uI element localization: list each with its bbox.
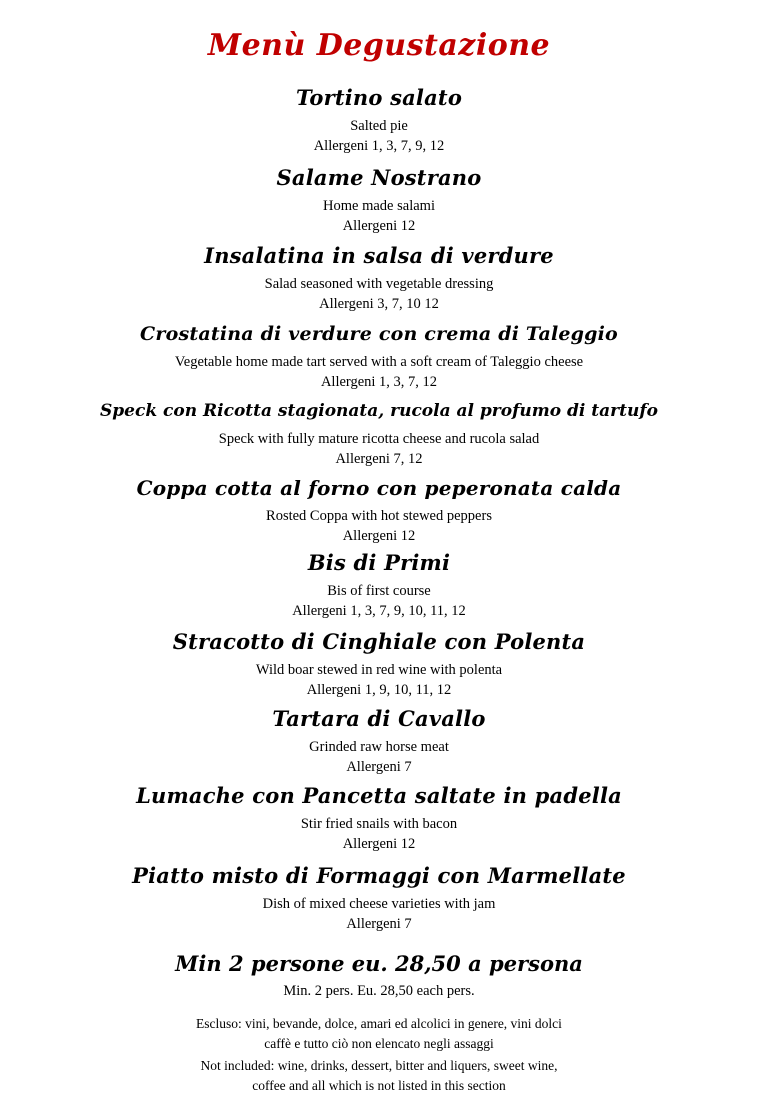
dish-description: Salted pie [350, 118, 408, 134]
dish-item [0, 397, 758, 469]
menu-title: Menù Degustazione [207, 28, 551, 63]
dish-description: Stir fried snails with bacon [300, 816, 458, 832]
dish-allergens: Allergeni 12 [342, 528, 416, 544]
price-english: Min. 2 pers. Eu. 28,50 each pers. [283, 983, 475, 999]
dish-item [0, 242, 758, 314]
dish-item [0, 862, 758, 934]
note-line: Escluso: vini, bevande, dolce, amari ed alcolici in genere, vini dolci [196, 1016, 562, 1031]
dish-name: Lumache con Pancetta saltate in padella [136, 783, 622, 808]
note-line: Not included: wine, drinks, dessert, bitter and liquers, sweet wine, [200, 1058, 558, 1073]
dish-allergens: Allergeni 1, 3, 7, 12 [320, 374, 438, 390]
dish-allergens: Allergeni 12 [342, 836, 416, 852]
price-block [0, 950, 758, 1001]
dish-item [0, 84, 758, 156]
dish-item [0, 164, 758, 236]
notes-english [0, 1056, 758, 1096]
dish-allergens: Allergeni 7 [346, 916, 412, 932]
dish-description: Home made salami [323, 198, 435, 214]
dish-name: Piatto misto di Formaggi con Marmellate [132, 863, 626, 888]
dish-name: Coppa cotta al forno con peperonata calda [136, 476, 622, 500]
dish-item [0, 628, 758, 700]
dish-item [0, 549, 758, 621]
note-line: coffee and all which is not listed in this section [252, 1078, 506, 1093]
notes-italian [0, 1014, 758, 1054]
dish-item [0, 782, 758, 854]
dish-name: Salame Nostrano [276, 165, 482, 190]
dish-allergens: Allergeni 1, 9, 10, 11, 12 [306, 682, 452, 698]
dish-description: Salad seasoned with vegetable dressing [264, 276, 494, 292]
dish-description: Bis of first course [327, 583, 431, 599]
dish-description: Dish of mixed cheese varieties with jam [262, 896, 496, 912]
dish-allergens: Allergeni 7 [346, 759, 412, 775]
dish-allergens: Allergeni 1, 3, 7, 9, 10, 11, 12 [292, 603, 466, 619]
dish-item [0, 320, 758, 392]
dish-name: Tartara di Cavallo [272, 706, 486, 731]
dish-name: Speck con Ricotta stagionata, rucola al profumo di tartufo [100, 401, 658, 421]
dish-name: Tortino salato [295, 85, 463, 110]
dish-name: Crostatina di verdure con crema di Taleggio [140, 323, 618, 345]
dish-description: Grinded raw horse meat [309, 739, 449, 755]
note-line: caffè e tutto ciò non elencato negli assaggi [264, 1036, 494, 1051]
dish-item [0, 705, 758, 777]
dish-allergens: Allergeni 7, 12 [335, 451, 423, 467]
dish-name: Stracotto di Cinghiale con Polenta [172, 629, 586, 654]
dish-item [0, 474, 758, 546]
dish-name: Bis di Primi [307, 550, 451, 575]
dish-allergens: Allergeni 3, 7, 10 12 [319, 296, 439, 312]
dish-allergens: Allergeni 12 [342, 218, 416, 234]
dish-description: Speck with fully mature ricotta cheese and rucola salad [218, 431, 540, 447]
dish-description: Wild boar stewed in red wine with polenta [255, 662, 503, 678]
dish-description: Rosted Coppa with hot stewed peppers [266, 508, 492, 524]
dish-name: Insalatina in salsa di verdure [204, 243, 554, 268]
price-italian: Min 2 persone eu. 28,50 a persona [175, 951, 583, 976]
dish-allergens: Allergeni 1, 3, 7, 9, 12 [313, 138, 445, 154]
exclusions-notes [0, 1014, 758, 1098]
dish-description: Vegetable home made tart served with a soft cream of Taleggio cheese [174, 354, 584, 370]
